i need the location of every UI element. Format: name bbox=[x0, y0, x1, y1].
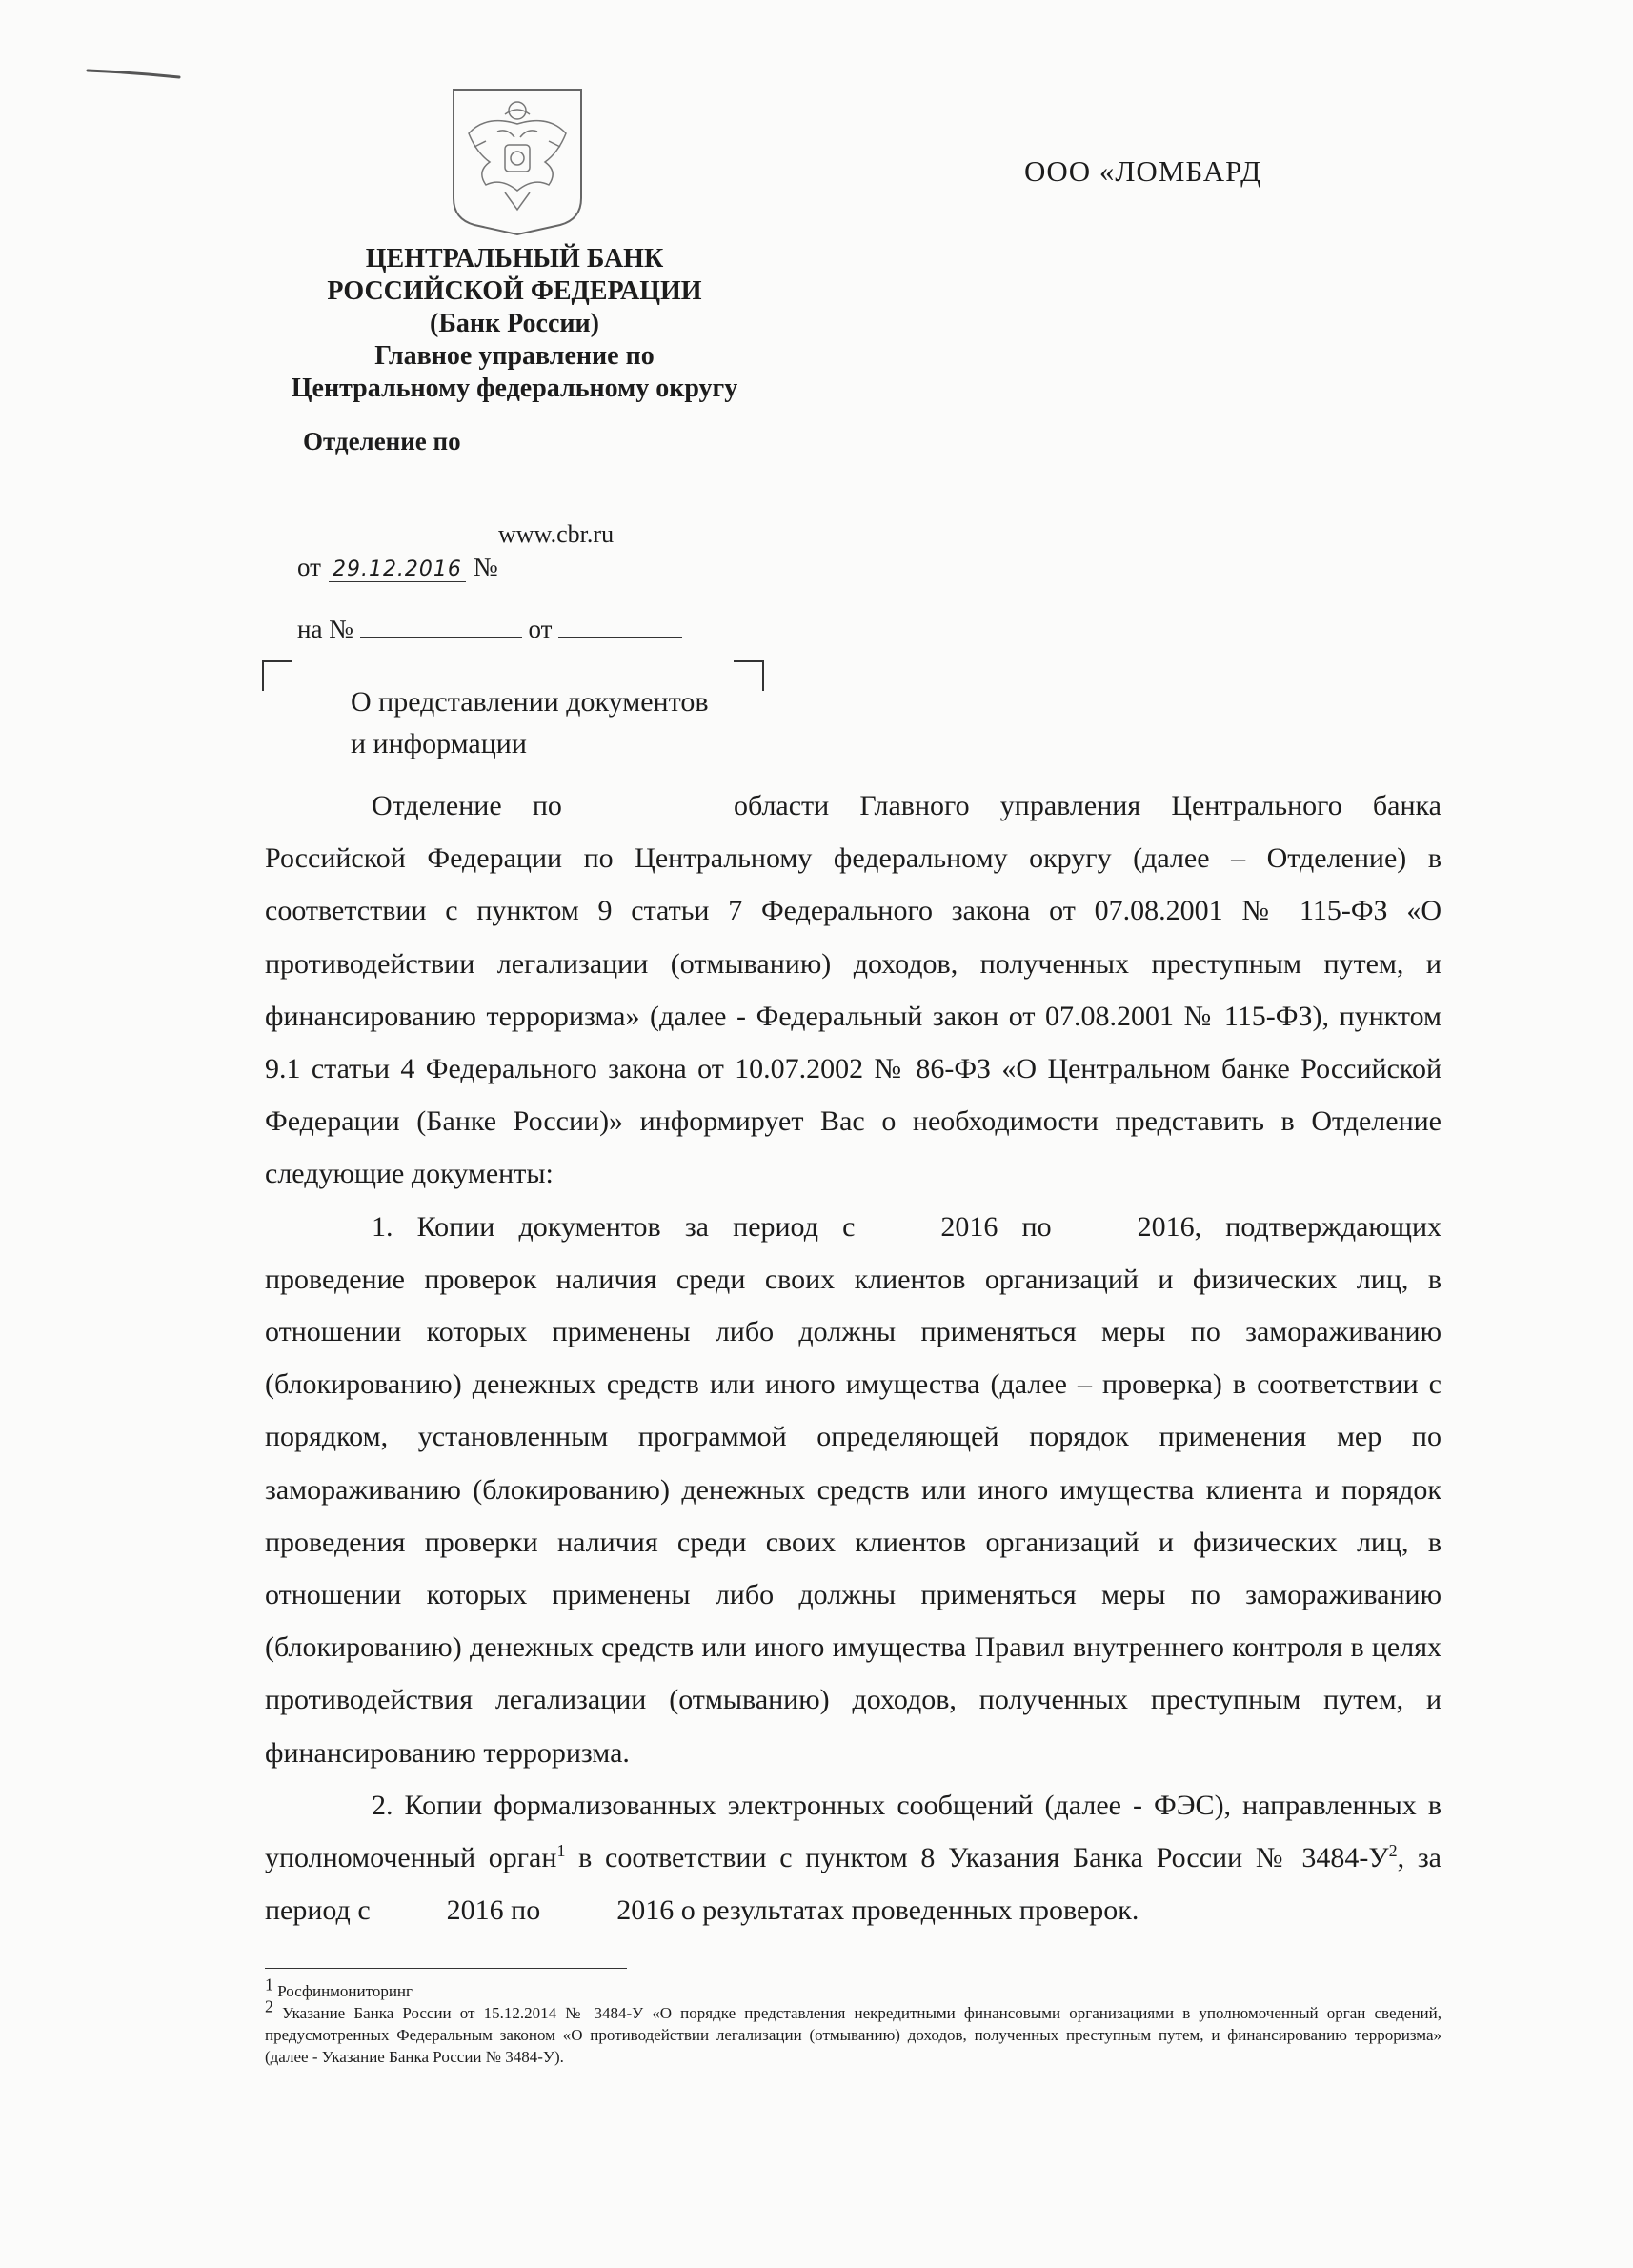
footnote-ref-1: 1 bbox=[556, 1841, 566, 1861]
subject bbox=[351, 681, 708, 765]
header-line-5: Центральному федеральному округу bbox=[291, 374, 738, 403]
pen-stroke-mark bbox=[86, 67, 181, 80]
intro-lead: Отделение по bbox=[372, 790, 562, 821]
intro-text: области Главного управления Центрального банка Российской Федерации по Центральному федеральному округу (далее – Отделение) в соответствии с пунктом 9 статьи 7 Федерального закона от 07.08.2001 № 115-ФЗ «О противодействии легализации (отмыванию) доходов, полученных преступным путем, и финансированию терроризма» (далее - Федеральный закон от 07.08.2001 № 115-ФЗ), пунктом 9.1 статьи 4 Федерального закона от 10.07.2002 № 86-ФЗ «О Центральном банке Российской Федерации (Банке России)» информирует Вас о необходимости представить в Отделение следующие документы: bbox=[265, 790, 1441, 1190]
footnote-2-mark: 2 bbox=[265, 1996, 273, 2016]
reference-prefix: на № bbox=[297, 615, 353, 643]
reference-from: от bbox=[528, 615, 553, 643]
website-link: www.cbr.ru bbox=[498, 520, 615, 548]
subject-line-2: и информации bbox=[351, 728, 527, 759]
item-2-period-lead: , за период с bbox=[265, 1842, 1441, 1927]
footnote-2 bbox=[265, 1996, 1441, 2068]
footnote-divider bbox=[265, 1968, 627, 1969]
header-line-3: (Банк России) bbox=[430, 309, 599, 338]
header-line-4: Главное управление по bbox=[374, 341, 655, 371]
reference-number-blank bbox=[360, 616, 522, 638]
item-2-text: в соответствии с пунктом 8 Указания Банка России № 3484-У bbox=[578, 1842, 1389, 1874]
branch-label: Отделение по bbox=[303, 427, 461, 456]
number-sign: № bbox=[473, 553, 498, 581]
item-1-lead: 1. Копии документов за период с bbox=[372, 1210, 856, 1243]
subject-bracket-right bbox=[734, 660, 764, 691]
item-2-lead: 2. Копии формализованных электронных сообщений (далее - ФЭС), направленных в уполномоченный орган bbox=[265, 1789, 1441, 1874]
intro-paragraph bbox=[265, 780, 1441, 1201]
coat-of-arms-emblem-icon bbox=[448, 86, 587, 238]
footnote-1 bbox=[265, 1974, 1441, 2002]
footnote-2-text: Указание Банка России от 15.12.2014 № 3484-У «О порядке представления некредитными финансовыми организациями в уполномоченный орган сведений, предусмотренных Федеральным законом «О противодействии легализации (отмыванию) доходов, полученных преступным путем, и финансированию терроризма» (далее - Указание Банка России № 3484-У). bbox=[265, 2004, 1441, 2066]
footnotes bbox=[265, 1974, 1441, 2068]
issuer-header bbox=[286, 243, 743, 405]
header-line-2: РОССИЙСКОЙ ФЕДЕРАЦИИ bbox=[327, 276, 702, 306]
recipient: ООО «ЛОМБАРД bbox=[1024, 154, 1262, 188]
item-1-period: 2016 по bbox=[940, 1210, 1052, 1243]
reference-line bbox=[297, 615, 682, 644]
date-line bbox=[297, 553, 498, 582]
reference-date-blank bbox=[558, 616, 682, 638]
date-prefix: от bbox=[297, 553, 321, 581]
subject-bracket-left bbox=[262, 660, 292, 691]
footnote-ref-2: 2 bbox=[1388, 1841, 1398, 1861]
list-item-2 bbox=[265, 1779, 1441, 1937]
item-2-tail: 2016 о результатах проведенных проверок. bbox=[616, 1894, 1139, 1927]
footnote-1-text: Росфинмониторинг bbox=[277, 1982, 413, 2000]
header-line-1: ЦЕНТРАЛЬНЫЙ БАНК bbox=[365, 244, 664, 273]
list-item-1 bbox=[265, 1201, 1441, 1779]
letter-body bbox=[265, 780, 1441, 1936]
subject-line-1: О представлении документов bbox=[351, 686, 709, 718]
footnote-1-mark: 1 bbox=[265, 1974, 273, 1995]
item-1-text: 2016, подтверждающих проведение проверок наличия среди своих клиентов организаций и физических лиц, в отношении которых применены либо должны применяться меры по замораживанию (блокированию) денежных средств или иного имущества (далее – проверка) в соответствии с порядком, установленным программой определяющей порядок применения мер по замораживанию (блокированию) денежных средств или иного имущества клиента и порядок проведения проверки наличия среди своих клиентов организаций и физических лиц, в отношении которых применены либо должны применяться меры по замораживанию (блокированию) денежных средств или иного имущества Правил внутреннего контроля в целях противодействия легализации (отмыванию) доходов, полученных преступным путем, и финансированию терроризма. bbox=[265, 1210, 1442, 1769]
item-2-period: 2016 по bbox=[446, 1894, 541, 1927]
handwritten-date: 29.12.2016 bbox=[329, 557, 466, 582]
